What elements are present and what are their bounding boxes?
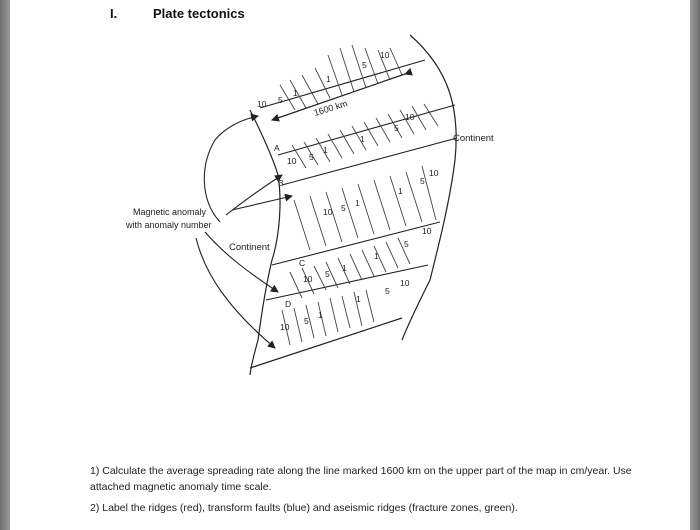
anomaly-number: 1 xyxy=(360,134,365,144)
anomaly-number: 1 xyxy=(356,294,361,304)
anomaly-number: 10 xyxy=(257,99,267,109)
anomaly-number: 10 xyxy=(400,278,410,288)
anomaly-number: 5 xyxy=(309,152,314,162)
point-label-c: C xyxy=(299,258,306,268)
anomaly-number: 1 xyxy=(318,310,323,320)
point-label-d: D xyxy=(285,299,292,309)
coastline-right xyxy=(402,35,456,340)
anomaly-number: 5 xyxy=(304,316,309,326)
arrow-to-d xyxy=(196,238,275,348)
continent-label-left: Continent xyxy=(229,242,270,253)
anomaly-number: 1 xyxy=(293,88,298,98)
section-number: I. xyxy=(110,6,118,21)
anomaly-number: 1 xyxy=(342,263,347,273)
bottom-edge xyxy=(250,318,402,368)
transform-fault xyxy=(272,222,440,265)
distance-label: 1600 km xyxy=(312,98,349,118)
worksheet-page xyxy=(10,0,690,530)
section-title: Plate tectonics xyxy=(153,6,245,21)
anomaly-number: 5 xyxy=(394,123,399,133)
anomaly-number: 1 xyxy=(323,145,328,155)
point-label-a: A xyxy=(274,143,280,153)
anomaly-number: 10 xyxy=(380,50,390,60)
page-shadow-right xyxy=(690,0,700,530)
anomaly-number: 10 xyxy=(405,112,415,122)
distance-line xyxy=(272,74,405,120)
anomaly-number: 10 xyxy=(280,322,290,332)
anomaly-number: 1 xyxy=(355,198,360,208)
transform-fault xyxy=(278,105,455,155)
anomaly-number: 10 xyxy=(429,168,439,178)
anomaly-number: 5 xyxy=(362,60,367,70)
point-label-b: B xyxy=(278,178,284,188)
plate-tectonics-diagram xyxy=(10,0,690,460)
transform-faults xyxy=(260,60,457,300)
anomaly-number: 5 xyxy=(404,239,409,249)
anomaly-number: 10 xyxy=(422,226,432,236)
anomaly-number: 1 xyxy=(398,186,403,196)
page-shadow-left xyxy=(0,0,10,530)
anomaly-number: 5 xyxy=(325,269,330,279)
anomaly-number: 5 xyxy=(420,176,425,186)
anomaly-number: 1 xyxy=(326,74,331,84)
anomaly-number: 5 xyxy=(278,95,283,105)
continent-label-right: Continent xyxy=(453,133,494,144)
anomaly-number: 10 xyxy=(287,156,297,166)
anomaly-number: 5 xyxy=(341,203,346,213)
question-2: 2) Label the ridges (red), transform faults (blue) and aseismic ridges (fracture zones, green). xyxy=(90,502,518,514)
anomaly-number: 10 xyxy=(323,207,333,217)
anomaly-label-line2: with anomaly number xyxy=(126,220,212,230)
anomaly-number: 5 xyxy=(385,286,390,296)
anomaly-number: 1 xyxy=(374,251,379,261)
anomaly-label-line1: Magnetic anomaly xyxy=(133,207,207,217)
question-1: 1) Calculate the average spreading rate along the line marked 1600 km on the upper part of the map in cm/year. Use attached magnetic anomaly time scale. xyxy=(90,465,632,493)
anomaly-number: 10 xyxy=(303,274,313,284)
